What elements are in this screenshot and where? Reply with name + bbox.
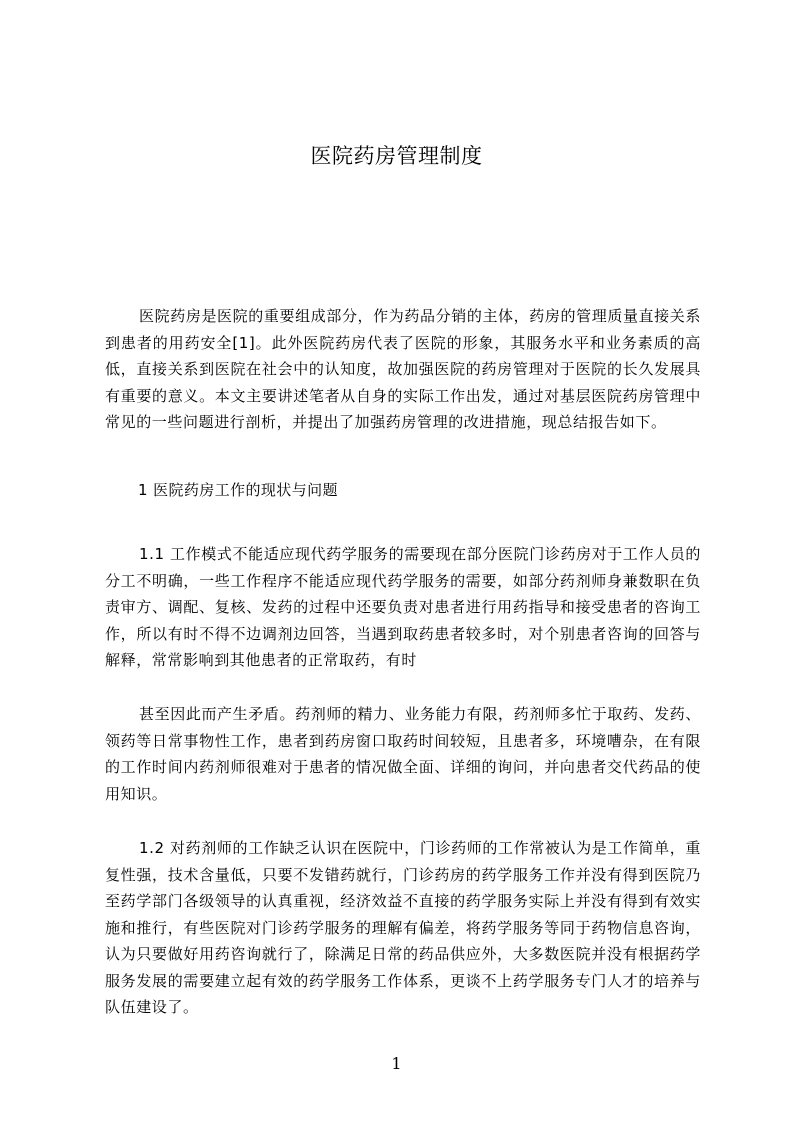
page-number: 1 bbox=[391, 1054, 402, 1073]
document-title: 医院药房管理制度 bbox=[310, 144, 483, 168]
section-1-1-paragraph: 1.1 工作模式不能适应现代药学服务的需要现在部分医院门诊药房对于工作人员的分工不明确，一些工作程序不能适应现代药学服务的需要，如部分药剂师身兼数职在负责审方、调配、复核、发药的过程中还要负责对患者进行用药指导和接受患者的咨询工作，所以有时不得不边调剂边回答，当遇到取药患者较多时，对个别患者咨询的回答与解释，常常影响到其他患者的正常取药，有时 bbox=[105, 545, 701, 669]
intro-paragraph: 医院药房是医院的重要组成部分，作为药品分销的主体，药房的管理质量直接关系到患者的用药安全[1]。此外医院药房代表了医院的形象，其服务水平和业务素质的高低，直接关系到医院在社会中的认知度，故加强医院的药房管理对于医院的长久发展具有重要的意义。本文主要讲述笔者从自身的实际工作出发，通过对基层医院药房管理中常见的一些问题进行剖析，并提出了加强药房管理的改进措施，现总结报告如下。 bbox=[105, 307, 701, 431]
continuation-paragraph: 甚至因此而产生矛盾。药剂师的精力、业务能力有限，药剂师多忙于取药、发药、领药等日常事物性工作，患者到药房窗口取药时间较短，且患者多，环境嘈杂，在有限的工作时间内药剂师很难对于患者的情况做全面、详细的询问，并向患者交代药品的使用知识。 bbox=[105, 705, 701, 803]
section-heading: 1 医院药房工作的现状与问题 bbox=[138, 481, 338, 499]
section-1-2-paragraph: 1.2 对药剂师的工作缺乏认识在医院中，门诊药师的工作常被认为是工作简单，重复性强，技术含量低，只要不发错药就行，门诊药房的药学服务工作并没有得到医院乃至药学部门各级领导的认真重视，经济效益不直接的药学服务实际上并没有得到有效实施和推行，有些医院对门诊药学服务的理解有偏差，将药学服务等同于药物信息咨询，认为只要做好用药咨询就行了，除满足日常的药品供应外，大多数医院并没有根据药学服务发展的需要建立起有效的药学服务工作体系，更谈不上药学服务专门人才的培养与队伍建设了。 bbox=[105, 839, 701, 1016]
